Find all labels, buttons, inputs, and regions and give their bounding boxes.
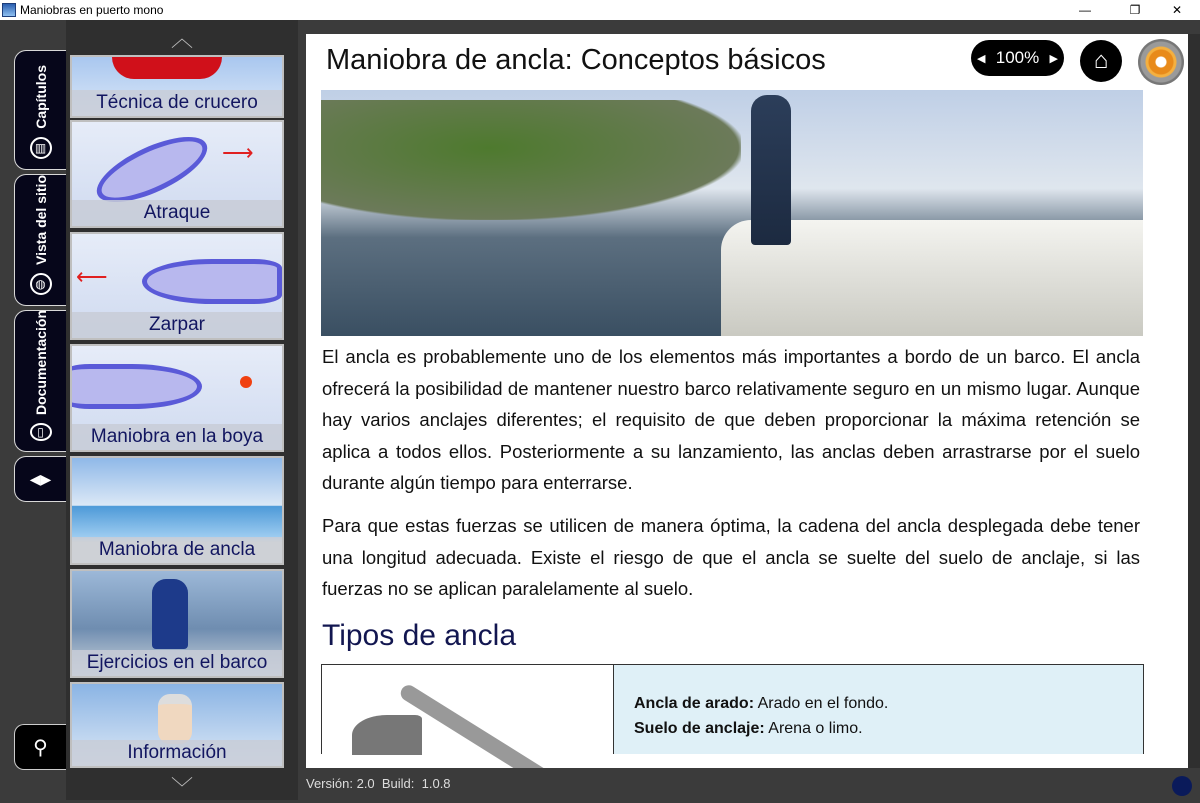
island-image	[321, 100, 741, 220]
home-icon: ⌂	[1093, 47, 1109, 74]
search-button[interactable]	[14, 724, 66, 770]
tab-label: Documentación	[32, 309, 49, 415]
anchor-types-table	[321, 664, 1144, 754]
zoom-in-icon[interactable]: ▶	[1049, 52, 1058, 65]
tab-label: Capítulos	[32, 65, 49, 129]
window-title: Maniobras en puerto mono	[20, 3, 164, 17]
version-info: Versión: 2.0 Build: 1.0.8	[306, 776, 451, 791]
arrows-icon: ◀▶	[29, 470, 52, 487]
chapter-informacion[interactable]	[70, 682, 284, 768]
anchor-hero-image	[321, 90, 1143, 336]
settings-button[interactable]	[1138, 39, 1184, 85]
scroll-up-button[interactable]: ︿	[170, 26, 193, 51]
search-icon: ⚲	[33, 736, 48, 759]
anchor-name-label: Ancla de arado:	[634, 695, 755, 712]
boat-image	[142, 259, 282, 304]
content-panel	[306, 34, 1188, 768]
captain-image	[158, 694, 192, 744]
page-title: Maniobra de ancla: Conceptos básicos	[326, 44, 826, 76]
chapter-list[interactable]	[66, 20, 298, 800]
tab-label: Vista del sitio	[32, 175, 49, 265]
tab-vista-del-sitio[interactable]	[14, 174, 66, 306]
tray-icon[interactable]	[1172, 776, 1192, 796]
chapter-label: Técnica de crucero	[72, 90, 282, 116]
plow-anchor-image	[322, 665, 614, 754]
anchor-ground-label: Suelo de anclaje:	[634, 720, 765, 737]
sailor-image	[751, 95, 791, 245]
scrollbar[interactable]	[1188, 34, 1200, 768]
forces-paragraph: Para que estas fuerzas se utilicen de manera óptima, la cadena del ancla desplegada debe tener una longitud adecuada. Existe el riesgo de que el ancla se suelte del suelo de anclaje, si las fuerzas no se aplican paralelamente al suelo.	[322, 515, 1140, 599]
toggle-panel-button[interactable]	[14, 456, 66, 502]
chapter-tecnica-de-crucero[interactable]	[70, 55, 284, 118]
zoom-level: 100%	[995, 48, 1040, 67]
chapter-label: Información	[72, 740, 282, 766]
tab-documentacion[interactable]	[14, 310, 66, 452]
title-bar	[0, 0, 1200, 20]
anchor-name-value: Arado en el fondo.	[754, 695, 889, 712]
close-button[interactable]: ✕	[1171, 3, 1183, 17]
anchor-ground-value: Arena o limo.	[764, 720, 863, 737]
home-button[interactable]	[1080, 40, 1122, 82]
chapter-label: Atraque	[72, 200, 282, 226]
chapter-maniobra-en-la-boya[interactable]	[70, 344, 284, 452]
chapter-label: Zarpar	[72, 312, 282, 338]
zoom-out-icon[interactable]: ◀	[977, 52, 986, 65]
chapter-label: Maniobra en la boya	[72, 424, 282, 450]
chapter-maniobra-de-ancla[interactable]	[70, 456, 284, 565]
arrow-right-icon: ⟶	[222, 140, 254, 165]
zoom-control[interactable]	[971, 40, 1064, 76]
arrow-left-icon: ⟵	[76, 264, 108, 289]
books-icon: ▥	[30, 137, 52, 159]
tab-capitulos[interactable]	[14, 50, 66, 170]
sailor-image	[152, 579, 188, 649]
buoy-image	[240, 376, 252, 388]
globe-icon: ◍	[30, 273, 52, 295]
chapter-zarpar[interactable]	[70, 232, 284, 340]
chapter-ejercicios-en-el-barco[interactable]	[70, 569, 284, 678]
intro-paragraph: El ancla es probablemente uno de los elementos más importantes a bordo de un barco. El ancla ofrecerá la posibilidad de mantener nuestro barco relativamente seguro en un mismo lugar. Aunque hay varios anclajes diferentes; el requisito de que deben proporcionar la máxima retención se aplica a todos ellos. Posteriormente a su lanzamiento, las anclas deben arrastrarse por el suelo durante algún tiempo para enterrarse.	[322, 346, 1140, 493]
app-icon	[2, 3, 16, 17]
section-heading: Tipos de ancla	[322, 619, 517, 652]
restore-button[interactable]: ❐	[1129, 3, 1141, 17]
hull-image	[112, 57, 222, 79]
chapter-atraque[interactable]	[70, 120, 284, 228]
chapter-label: Ejercicios en el barco	[72, 650, 282, 676]
boat-image	[70, 364, 202, 409]
chapter-label: Maniobra de ancla	[72, 537, 282, 563]
scroll-down-button[interactable]: ﹀	[170, 776, 193, 801]
minimize-button[interactable]: —	[1079, 3, 1091, 17]
book-icon: ▯	[30, 423, 52, 441]
anchor-description	[614, 665, 1143, 754]
